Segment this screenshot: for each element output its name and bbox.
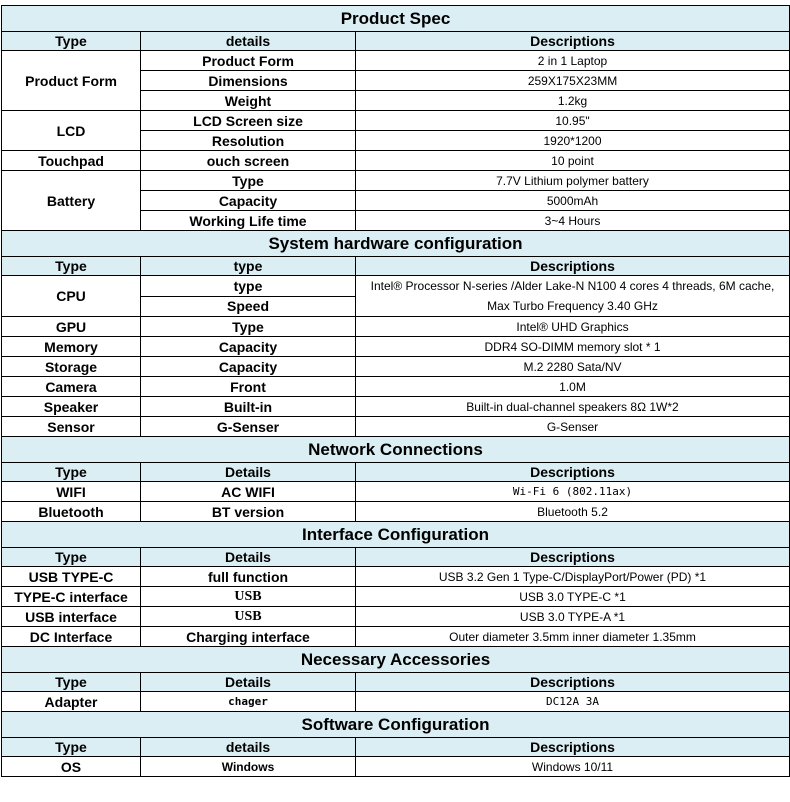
section-title: System hardware configuration [2,231,790,257]
section-title: Software Configuration [2,712,790,738]
column-header-details: Details [141,673,356,692]
description-cell: 7.7V Lithium polymer battery [356,171,790,191]
column-header-type: Type [2,548,141,567]
type-cell: Speaker [2,397,141,417]
description-cell: 1.2kg [356,91,790,111]
column-header-details: type [141,257,356,276]
column-header-details: Details [141,463,356,482]
detail-cell: Front [141,377,356,397]
description-cell: 3~4 Hours [356,211,790,231]
column-header-descriptions: Descriptions [356,463,790,482]
column-header-descriptions: Descriptions [356,673,790,692]
detail-cell: USB [141,587,356,607]
description-cell: 259X175X23MM [356,71,790,91]
type-cell: Sensor [2,417,141,437]
column-header-details: Details [141,548,356,567]
detail-cell: Resolution [141,131,356,151]
column-header-details: details [141,32,356,51]
detail-cell: AC WIFI [141,482,356,502]
detail-cell: Charging interface [141,627,356,647]
detail-cell: Capacity [141,337,356,357]
type-cell: GPU [2,317,141,337]
type-cell: Bluetooth [2,502,141,522]
detail-cell: Type [141,171,356,191]
detail-cell: ouch screen [141,151,356,171]
column-header-type: Type [2,463,141,482]
section-title: Interface Configuration [2,522,790,548]
column-header-descriptions: Descriptions [356,548,790,567]
description-cell: 10.95" [356,111,790,131]
description-cell: Intel® UHD Graphics [356,317,790,337]
type-cell: CPU [2,276,141,317]
detail-cell: G-Senser [141,417,356,437]
detail-cell: Speed [141,296,356,317]
description-cell: Wi-Fi 6 (802.11ax) [356,482,790,502]
detail-cell: BT version [141,502,356,522]
section-title: Necessary Accessories [2,647,790,673]
type-cell: OS [2,757,141,777]
column-header-descriptions: Descriptions [356,738,790,757]
column-header-type: Type [2,673,141,692]
description-cell: USB 3.0 TYPE-A *1 [356,607,790,627]
description-cell: Bluetooth 5.2 [356,502,790,522]
description-cell: 2 in 1 Laptop [356,51,790,71]
type-cell: LCD [2,111,141,151]
description-cell: 5000mAh [356,191,790,211]
type-cell: WIFI [2,482,141,502]
column-header-type: Type [2,257,141,276]
detail-cell: Windows [141,757,356,777]
description-cell: G-Senser [356,417,790,437]
type-cell: Touchpad [2,151,141,171]
type-cell: USB interface [2,607,141,627]
column-header-descriptions: Descriptions [356,32,790,51]
detail-cell: LCD Screen size [141,111,356,131]
cpu-desc-line: Max Turbo Frequency 3.40 GHz [487,299,658,313]
description-cell: Built-in dual-channel speakers 8Ω 1W*2 [356,397,790,417]
description-cell: 1.0M [356,377,790,397]
detail-cell: Capacity [141,191,356,211]
type-cell: Battery [2,171,141,231]
detail-cell: chager [141,692,356,712]
description-cell: Windows 10/11 [356,757,790,777]
description-cell: Outer diameter 3.5mm inner diameter 1.35mm [356,627,790,647]
detail-cell: Dimensions [141,71,356,91]
type-cell: DC Interface [2,627,141,647]
detail-cell: Built-in [141,397,356,417]
type-cell: Adapter [2,692,141,712]
description-cell: DC12A 3A [356,692,790,712]
detail-cell: Working Life time [141,211,356,231]
type-cell: Product Form [2,51,141,111]
detail-cell: Weight [141,91,356,111]
column-header-type: Type [2,32,141,51]
spec-table [1,5,790,777]
column-header-type: Type [2,738,141,757]
description-cell: 10 point [356,151,790,171]
detail-cell: Product Form [141,51,356,71]
type-cell: Memory [2,337,141,357]
description-cell [356,276,790,317]
description-cell: DDR4 SO-DIMM memory slot * 1 [356,337,790,357]
column-header-details: details [141,738,356,757]
cpu-desc-line: Intel® Processor N-series /Alder Lake-N N100 4 cores 4 threads, 6M cache, [370,279,775,293]
column-header-descriptions: Descriptions [356,257,790,276]
description-cell: 1920*1200 [356,131,790,151]
section-title: Product Spec [2,6,790,32]
description-cell: USB 3.0 TYPE-C *1 [356,587,790,607]
detail-cell: type [141,276,356,297]
description-cell: M.2 2280 Sata/NV [356,357,790,377]
detail-cell: full function [141,567,356,587]
detail-cell: USB [141,607,356,627]
type-cell: USB TYPE-C [2,567,141,587]
section-title: Network Connections [2,437,790,463]
type-cell: Storage [2,357,141,377]
description-cell: USB 3.2 Gen 1 Type-C/DisplayPort/Power (PD) *1 [356,567,790,587]
type-cell: TYPE-C interface [2,587,141,607]
detail-cell: Type [141,317,356,337]
type-cell: Camera [2,377,141,397]
detail-cell: Capacity [141,357,356,377]
